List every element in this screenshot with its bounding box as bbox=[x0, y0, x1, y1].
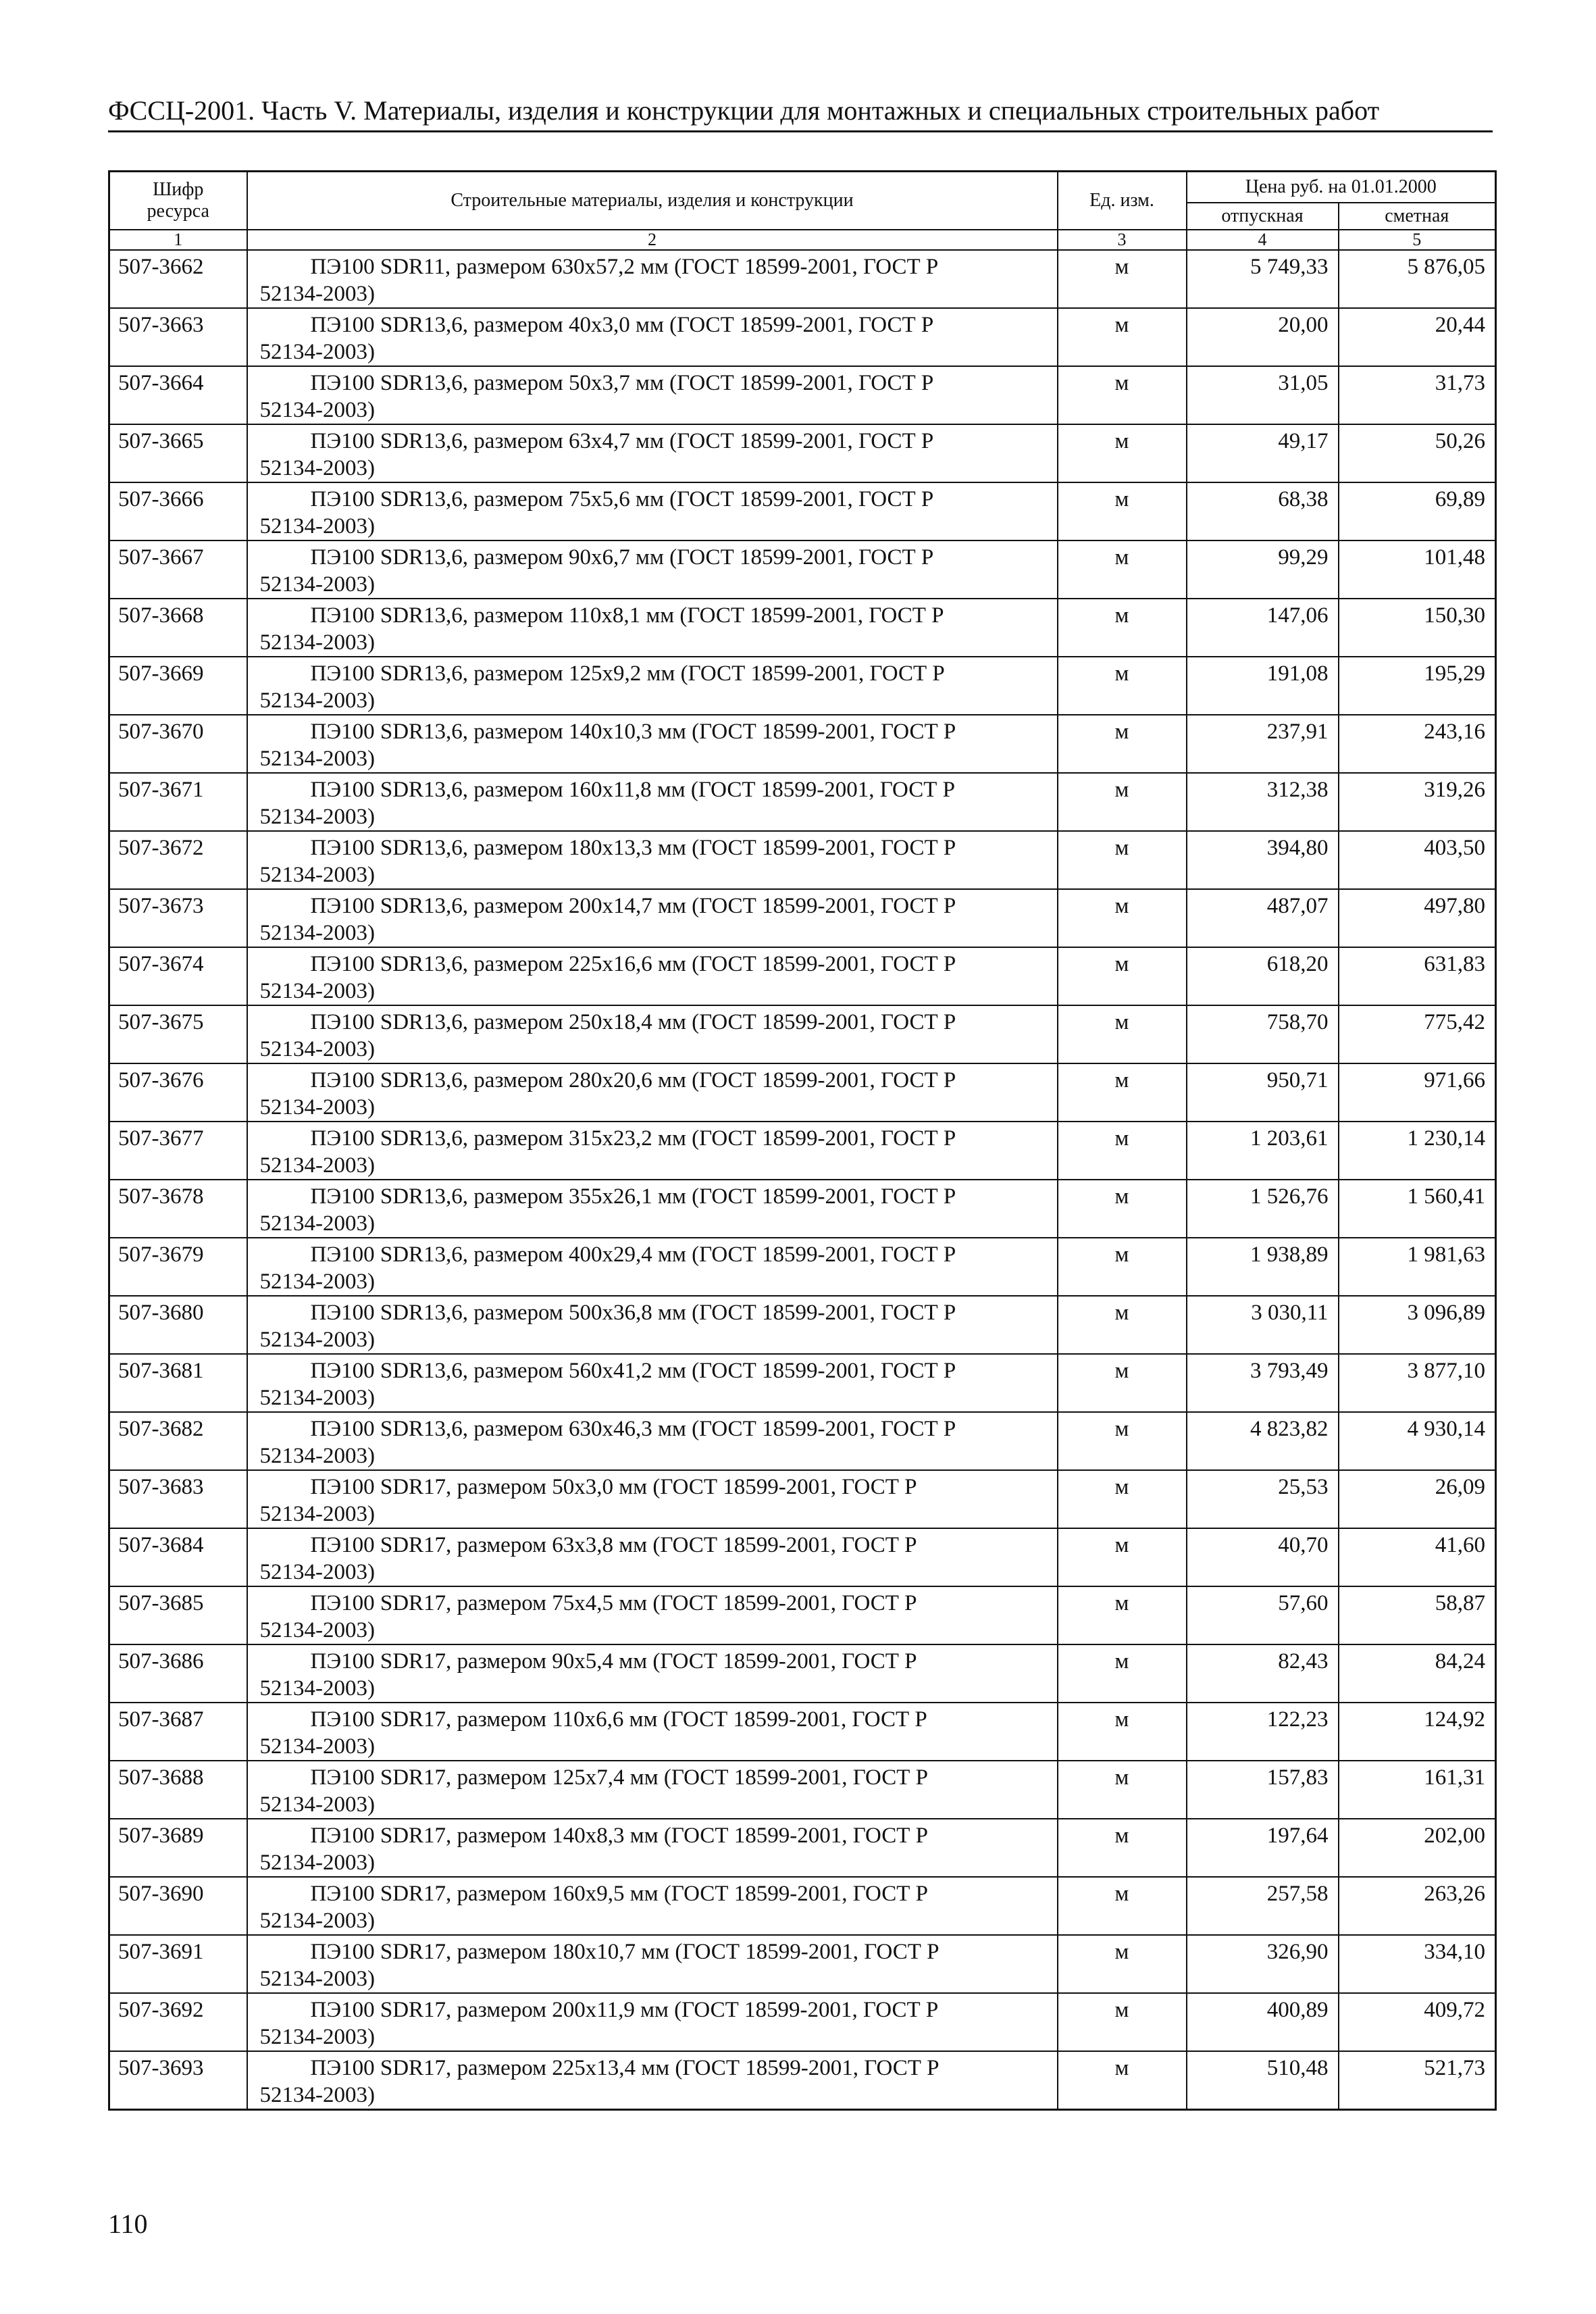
resource-code: 507-3674 bbox=[109, 947, 247, 1005]
wholesale-price: 3 030,11 bbox=[1187, 1296, 1339, 1354]
unit: м bbox=[1058, 889, 1187, 947]
material-description bbox=[247, 599, 1058, 657]
wholesale-price: 25,53 bbox=[1187, 1470, 1339, 1528]
table-row bbox=[109, 831, 1496, 889]
description-line-1: ПЭ100 SDR13,6, размером 355x26,1 мм (ГОСТ 18599-2001, ГОСТ Р bbox=[310, 1184, 956, 1209]
description-line-1: ПЭ100 SDR17, размером 125x7,4 мм (ГОСТ 18599-2001, ГОСТ Р bbox=[310, 1765, 928, 1790]
resource-code: 507-3684 bbox=[109, 1528, 247, 1586]
resource-code: 507-3680 bbox=[109, 1296, 247, 1354]
resource-code: 507-3687 bbox=[109, 1703, 247, 1761]
description-line-2: 52134-2003) bbox=[259, 688, 375, 713]
description-line-1: ПЭ100 SDR13,6, размером 160x11,8 мм (ГОСТ 18599-2001, ГОСТ Р bbox=[310, 777, 956, 802]
material-description bbox=[247, 424, 1058, 482]
material-description bbox=[247, 1819, 1058, 1877]
material-description bbox=[247, 1644, 1058, 1703]
wholesale-price: 191,08 bbox=[1187, 657, 1339, 715]
estimate-price: 4 930,14 bbox=[1339, 1412, 1496, 1470]
description-line-1: ПЭ100 SDR11, размером 630x57,2 мм (ГОСТ 18599-2001, ГОСТ Р bbox=[310, 254, 939, 279]
unit: м bbox=[1058, 1238, 1187, 1296]
col-header-unit: Ед. изм. bbox=[1058, 172, 1187, 230]
material-description bbox=[247, 2051, 1058, 2110]
col-number-4: 4 bbox=[1187, 230, 1339, 250]
col-header-code: Шифр ресурса bbox=[109, 172, 247, 230]
material-description bbox=[247, 1180, 1058, 1238]
description-line-2: 52134-2003) bbox=[259, 455, 375, 480]
table-row bbox=[109, 1238, 1496, 1296]
description-line-1: ПЭ100 SDR17, размером 50x3,0 мм (ГОСТ 18599-2001, ГОСТ Р bbox=[310, 1474, 917, 1499]
description-line-1: ПЭ100 SDR13,6, размером 40x3,0 мм (ГОСТ 18599-2001, ГОСТ Р bbox=[310, 312, 934, 337]
table-row bbox=[109, 424, 1496, 482]
description-line-1: ПЭ100 SDR13,6, размером 560x41,2 мм (ГОСТ 18599-2001, ГОСТ Р bbox=[310, 1358, 956, 1383]
description-line-2: 52134-2003) bbox=[259, 1327, 375, 1352]
material-description bbox=[247, 308, 1058, 366]
description-line-2: 52134-2003) bbox=[259, 1385, 375, 1410]
material-description bbox=[247, 831, 1058, 889]
description-line-2: 52134-2003) bbox=[259, 1443, 375, 1468]
material-description bbox=[247, 1528, 1058, 1586]
description-line-1: ПЭ100 SDR17, размером 200x11,9 мм (ГОСТ 18599-2001, ГОСТ Р bbox=[310, 1997, 939, 2022]
material-description bbox=[247, 540, 1058, 599]
description-line-1: ПЭ100 SDR13,6, размером 280x20,6 мм (ГОСТ 18599-2001, ГОСТ Р bbox=[310, 1067, 956, 1092]
estimate-price: 195,29 bbox=[1339, 657, 1496, 715]
estimate-price: 1 560,41 bbox=[1339, 1180, 1496, 1238]
estimate-price: 1 230,14 bbox=[1339, 1122, 1496, 1180]
estimate-price: 84,24 bbox=[1339, 1644, 1496, 1703]
wholesale-price: 99,29 bbox=[1187, 540, 1339, 599]
unit: м bbox=[1058, 1644, 1187, 1703]
unit: м bbox=[1058, 1993, 1187, 2051]
material-description bbox=[247, 1238, 1058, 1296]
wholesale-price: 618,20 bbox=[1187, 947, 1339, 1005]
material-description bbox=[247, 1761, 1058, 1819]
estimate-price: 26,09 bbox=[1339, 1470, 1496, 1528]
unit: м bbox=[1058, 1180, 1187, 1238]
estimate-price: 150,30 bbox=[1339, 599, 1496, 657]
resource-code: 507-3679 bbox=[109, 1238, 247, 1296]
resource-code: 507-3668 bbox=[109, 599, 247, 657]
wholesale-price: 197,64 bbox=[1187, 1819, 1339, 1877]
resource-code: 507-3662 bbox=[109, 250, 247, 308]
table-row bbox=[109, 250, 1496, 308]
wholesale-price: 5 749,33 bbox=[1187, 250, 1339, 308]
table-row bbox=[109, 1063, 1496, 1122]
description-line-2: 52134-2003) bbox=[259, 1792, 375, 1817]
material-description bbox=[247, 1470, 1058, 1528]
description-line-2: 52134-2003) bbox=[259, 746, 375, 771]
wholesale-price: 487,07 bbox=[1187, 889, 1339, 947]
table-row bbox=[109, 482, 1496, 540]
col-header-materials: Строительные материалы, изделия и конструкции bbox=[247, 172, 1058, 230]
estimate-price: 319,26 bbox=[1339, 773, 1496, 831]
unit: м bbox=[1058, 1005, 1187, 1063]
wholesale-price: 3 793,49 bbox=[1187, 1354, 1339, 1412]
unit: м bbox=[1058, 366, 1187, 424]
resource-code: 507-3686 bbox=[109, 1644, 247, 1703]
table-row bbox=[109, 1412, 1496, 1470]
material-description bbox=[247, 889, 1058, 947]
estimate-price: 3 877,10 bbox=[1339, 1354, 1496, 1412]
unit: м bbox=[1058, 250, 1187, 308]
table-row bbox=[109, 1586, 1496, 1644]
table-row bbox=[109, 366, 1496, 424]
estimate-price: 161,31 bbox=[1339, 1761, 1496, 1819]
material-description bbox=[247, 1296, 1058, 1354]
estimate-price: 20,44 bbox=[1339, 308, 1496, 366]
table-row bbox=[109, 1180, 1496, 1238]
resource-code: 507-3667 bbox=[109, 540, 247, 599]
description-line-1: ПЭ100 SDR13,6, размером 90x6,7 мм (ГОСТ 18599-2001, ГОСТ Р bbox=[310, 545, 934, 570]
unit: м bbox=[1058, 540, 1187, 599]
description-line-2: 52134-2003) bbox=[259, 804, 375, 829]
wholesale-price: 20,00 bbox=[1187, 308, 1339, 366]
resource-code: 507-3664 bbox=[109, 366, 247, 424]
material-description bbox=[247, 1935, 1058, 1993]
wholesale-price: 312,38 bbox=[1187, 773, 1339, 831]
col-number-3: 3 bbox=[1058, 230, 1187, 250]
wholesale-price: 257,58 bbox=[1187, 1877, 1339, 1935]
wholesale-price: 49,17 bbox=[1187, 424, 1339, 482]
resource-code: 507-3678 bbox=[109, 1180, 247, 1238]
wholesale-price: 1 526,76 bbox=[1187, 1180, 1339, 1238]
description-line-1: ПЭ100 SDR17, размером 180x10,7 мм (ГОСТ 18599-2001, ГОСТ Р bbox=[310, 1939, 939, 1964]
unit: м bbox=[1058, 1935, 1187, 1993]
unit: м bbox=[1058, 424, 1187, 482]
unit: м bbox=[1058, 2051, 1187, 2110]
estimate-price: 521,73 bbox=[1339, 2051, 1496, 2110]
material-description bbox=[247, 250, 1058, 308]
unit: м bbox=[1058, 308, 1187, 366]
description-line-2: 52134-2003) bbox=[259, 978, 375, 1003]
material-description bbox=[247, 1063, 1058, 1122]
col-header-wholesale: отпускная bbox=[1187, 203, 1339, 230]
estimate-price: 631,83 bbox=[1339, 947, 1496, 1005]
wholesale-price: 510,48 bbox=[1187, 2051, 1339, 2110]
table-row bbox=[109, 947, 1496, 1005]
material-description bbox=[247, 1586, 1058, 1644]
estimate-price: 58,87 bbox=[1339, 1586, 1496, 1644]
material-description bbox=[247, 715, 1058, 773]
description-line-2: 52134-2003) bbox=[259, 572, 375, 597]
wholesale-price: 68,38 bbox=[1187, 482, 1339, 540]
col-header-estimate: сметная bbox=[1339, 203, 1496, 230]
table-row bbox=[109, 1935, 1496, 1993]
table-row bbox=[109, 1005, 1496, 1063]
unit: м bbox=[1058, 1528, 1187, 1586]
table-row bbox=[109, 308, 1496, 366]
table-row bbox=[109, 1993, 1496, 2051]
estimate-price: 101,48 bbox=[1339, 540, 1496, 599]
description-line-2: 52134-2003) bbox=[259, 1850, 375, 1875]
resource-code: 507-3669 bbox=[109, 657, 247, 715]
resource-code: 507-3676 bbox=[109, 1063, 247, 1122]
material-description bbox=[247, 773, 1058, 831]
estimate-price: 124,92 bbox=[1339, 1703, 1496, 1761]
estimate-price: 775,42 bbox=[1339, 1005, 1496, 1063]
wholesale-price: 147,06 bbox=[1187, 599, 1339, 657]
unit: м bbox=[1058, 482, 1187, 540]
description-line-1: ПЭ100 SDR13,6, размером 50x3,7 мм (ГОСТ 18599-2001, ГОСТ Р bbox=[310, 370, 934, 395]
table-row bbox=[109, 1819, 1496, 1877]
estimate-price: 31,73 bbox=[1339, 366, 1496, 424]
description-line-1: ПЭ100 SDR17, размером 140x8,3 мм (ГОСТ 18599-2001, ГОСТ Р bbox=[310, 1823, 928, 1848]
wholesale-price: 758,70 bbox=[1187, 1005, 1339, 1063]
description-line-2: 52134-2003) bbox=[259, 1908, 375, 1933]
resource-code: 507-3683 bbox=[109, 1470, 247, 1528]
unit: м bbox=[1058, 1703, 1187, 1761]
unit: м bbox=[1058, 599, 1187, 657]
table-row bbox=[109, 2051, 1496, 2110]
description-line-1: ПЭ100 SDR13,6, размером 110x8,1 мм (ГОСТ 18599-2001, ГОСТ Р bbox=[310, 603, 944, 628]
estimate-price: 5 876,05 bbox=[1339, 250, 1496, 308]
description-line-1: ПЭ100 SDR17, размером 63x3,8 мм (ГОСТ 18599-2001, ГОСТ Р bbox=[310, 1532, 917, 1557]
estimate-price: 403,50 bbox=[1339, 831, 1496, 889]
description-line-2: 52134-2003) bbox=[259, 339, 375, 364]
description-line-2: 52134-2003) bbox=[259, 1559, 375, 1584]
table-row bbox=[109, 1470, 1496, 1528]
resource-code: 507-3677 bbox=[109, 1122, 247, 1180]
table-row bbox=[109, 773, 1496, 831]
description-line-1: ПЭ100 SDR13,6, размером 200x14,7 мм (ГОСТ 18599-2001, ГОСТ Р bbox=[310, 893, 956, 918]
unit: м bbox=[1058, 1470, 1187, 1528]
material-description bbox=[247, 1354, 1058, 1412]
col-header-price-group: Цена руб. на 01.01.2000 bbox=[1187, 172, 1496, 203]
description-line-1: ПЭ100 SDR13,6, размером 75x5,6 мм (ГОСТ 18599-2001, ГОСТ Р bbox=[310, 486, 934, 511]
estimate-price: 41,60 bbox=[1339, 1528, 1496, 1586]
unit: м bbox=[1058, 773, 1187, 831]
table-row bbox=[109, 715, 1496, 773]
description-line-2: 52134-2003) bbox=[259, 1036, 375, 1061]
description-line-1: ПЭ100 SDR17, размером 75x4,5 мм (ГОСТ 18599-2001, ГОСТ Р bbox=[310, 1590, 917, 1615]
description-line-1: ПЭ100 SDR17, размером 160x9,5 мм (ГОСТ 18599-2001, ГОСТ Р bbox=[310, 1881, 928, 1906]
description-line-2: 52134-2003) bbox=[259, 920, 375, 945]
description-line-2: 52134-2003) bbox=[259, 862, 375, 887]
wholesale-price: 4 823,82 bbox=[1187, 1412, 1339, 1470]
table-row bbox=[109, 540, 1496, 599]
description-line-2: 52134-2003) bbox=[259, 1501, 375, 1526]
description-line-2: 52134-2003) bbox=[259, 1095, 375, 1120]
table-row bbox=[109, 1122, 1496, 1180]
description-line-2: 52134-2003) bbox=[259, 1734, 375, 1759]
running-header: ФССЦ-2001. Часть V. Материалы, изделия и конструкции для монтажных и специальных строительных работ bbox=[108, 95, 1380, 126]
table-row bbox=[109, 1296, 1496, 1354]
resource-code: 507-3689 bbox=[109, 1819, 247, 1877]
material-description bbox=[247, 947, 1058, 1005]
unit: м bbox=[1058, 657, 1187, 715]
unit: м bbox=[1058, 1877, 1187, 1935]
description-line-1: ПЭ100 SDR17, размером 110x6,6 мм (ГОСТ 18599-2001, ГОСТ Р bbox=[310, 1707, 927, 1732]
table-row bbox=[109, 1703, 1496, 1761]
unit: м bbox=[1058, 1354, 1187, 1412]
estimate-price: 202,00 bbox=[1339, 1819, 1496, 1877]
wholesale-price: 31,05 bbox=[1187, 366, 1339, 424]
table-row bbox=[109, 1761, 1496, 1819]
description-line-1: ПЭ100 SDR13,6, размером 400x29,4 мм (ГОСТ 18599-2001, ГОСТ Р bbox=[310, 1242, 956, 1267]
material-description bbox=[247, 657, 1058, 715]
description-line-1: ПЭ100 SDR17, размером 90x5,4 мм (ГОСТ 18599-2001, ГОСТ Р bbox=[310, 1649, 917, 1674]
description-line-1: ПЭ100 SDR13,6, размером 225x16,6 мм (ГОСТ 18599-2001, ГОСТ Р bbox=[310, 951, 956, 976]
table-row bbox=[109, 889, 1496, 947]
description-line-2: 52134-2003) bbox=[259, 513, 375, 538]
description-line-2: 52134-2003) bbox=[259, 1269, 375, 1294]
resource-code: 507-3690 bbox=[109, 1877, 247, 1935]
unit: м bbox=[1058, 1063, 1187, 1122]
wholesale-price: 1 938,89 bbox=[1187, 1238, 1339, 1296]
description-line-2: 52134-2003) bbox=[259, 397, 375, 422]
resource-code: 507-3663 bbox=[109, 308, 247, 366]
table-row bbox=[109, 599, 1496, 657]
resource-code: 507-3692 bbox=[109, 1993, 247, 2051]
material-description bbox=[247, 1005, 1058, 1063]
description-line-1: ПЭ100 SDR13,6, размером 500x36,8 мм (ГОСТ 18599-2001, ГОСТ Р bbox=[310, 1300, 956, 1325]
resource-code: 507-3665 bbox=[109, 424, 247, 482]
wholesale-price: 400,89 bbox=[1187, 1993, 1339, 2051]
description-line-2: 52134-2003) bbox=[259, 1211, 375, 1236]
resource-code: 507-3682 bbox=[109, 1412, 247, 1470]
wholesale-price: 1 203,61 bbox=[1187, 1122, 1339, 1180]
description-line-2: 52134-2003) bbox=[259, 281, 375, 306]
description-line-2: 52134-2003) bbox=[259, 630, 375, 655]
estimate-price: 971,66 bbox=[1339, 1063, 1496, 1122]
material-description bbox=[247, 1122, 1058, 1180]
wholesale-price: 157,83 bbox=[1187, 1761, 1339, 1819]
unit: м bbox=[1058, 1122, 1187, 1180]
resource-code: 507-3671 bbox=[109, 773, 247, 831]
material-description bbox=[247, 1703, 1058, 1761]
header-rule bbox=[108, 130, 1493, 132]
estimate-price: 50,26 bbox=[1339, 424, 1496, 482]
estimate-price: 409,72 bbox=[1339, 1993, 1496, 2051]
estimate-price: 243,16 bbox=[1339, 715, 1496, 773]
description-line-2: 52134-2003) bbox=[259, 1676, 375, 1701]
resource-code: 507-3691 bbox=[109, 1935, 247, 1993]
resource-code: 507-3681 bbox=[109, 1354, 247, 1412]
wholesale-price: 394,80 bbox=[1187, 831, 1339, 889]
wholesale-price: 326,90 bbox=[1187, 1935, 1339, 1993]
unit: м bbox=[1058, 1296, 1187, 1354]
description-line-1: ПЭ100 SDR13,6, размером 315x23,2 мм (ГОСТ 18599-2001, ГОСТ Р bbox=[310, 1126, 956, 1151]
estimate-price: 3 096,89 bbox=[1339, 1296, 1496, 1354]
wholesale-price: 57,60 bbox=[1187, 1586, 1339, 1644]
resource-code: 507-3673 bbox=[109, 889, 247, 947]
table-row bbox=[109, 1877, 1496, 1935]
description-line-2: 52134-2003) bbox=[259, 1966, 375, 1991]
unit: м bbox=[1058, 1761, 1187, 1819]
description-line-1: ПЭ100 SDR13,6, размером 250x18,4 мм (ГОСТ 18599-2001, ГОСТ Р bbox=[310, 1009, 956, 1034]
wholesale-price: 122,23 bbox=[1187, 1703, 1339, 1761]
material-description bbox=[247, 1412, 1058, 1470]
wholesale-price: 82,43 bbox=[1187, 1644, 1339, 1703]
description-line-1: ПЭ100 SDR13,6, размером 63x4,7 мм (ГОСТ 18599-2001, ГОСТ Р bbox=[310, 428, 934, 453]
unit: м bbox=[1058, 1819, 1187, 1877]
resource-code: 507-3688 bbox=[109, 1761, 247, 1819]
unit: м bbox=[1058, 831, 1187, 889]
material-description bbox=[247, 482, 1058, 540]
resource-code: 507-3670 bbox=[109, 715, 247, 773]
resource-code: 507-3672 bbox=[109, 831, 247, 889]
estimate-price: 69,89 bbox=[1339, 482, 1496, 540]
price-table bbox=[108, 170, 1497, 2111]
estimate-price: 497,80 bbox=[1339, 889, 1496, 947]
estimate-price: 1 981,63 bbox=[1339, 1238, 1496, 1296]
description-line-1: ПЭ100 SDR13,6, размером 140x10,3 мм (ГОСТ 18599-2001, ГОСТ Р bbox=[310, 719, 956, 744]
estimate-price: 263,26 bbox=[1339, 1877, 1496, 1935]
table-row bbox=[109, 1354, 1496, 1412]
table-row bbox=[109, 1644, 1496, 1703]
description-line-1: ПЭ100 SDR13,6, размером 125x9,2 мм (ГОСТ 18599-2001, ГОСТ Р bbox=[310, 661, 945, 686]
description-line-2: 52134-2003) bbox=[259, 1153, 375, 1178]
wholesale-price: 950,71 bbox=[1187, 1063, 1339, 1122]
description-line-1: ПЭ100 SDR17, размером 225x13,4 мм (ГОСТ 18599-2001, ГОСТ Р bbox=[310, 2055, 939, 2080]
description-line-1: ПЭ100 SDR13,6, размером 630x46,3 мм (ГОСТ 18599-2001, ГОСТ Р bbox=[310, 1416, 956, 1441]
description-line-2: 52134-2003) bbox=[259, 2082, 375, 2107]
material-description bbox=[247, 366, 1058, 424]
resource-code: 507-3675 bbox=[109, 1005, 247, 1063]
material-description bbox=[247, 1993, 1058, 2051]
resource-code: 507-3666 bbox=[109, 482, 247, 540]
table-row bbox=[109, 657, 1496, 715]
col-number-5: 5 bbox=[1339, 230, 1496, 250]
col-number-1: 1 bbox=[109, 230, 247, 250]
description-line-2: 52134-2003) bbox=[259, 2024, 375, 2049]
estimate-price: 334,10 bbox=[1339, 1935, 1496, 1993]
unit: м bbox=[1058, 1586, 1187, 1644]
unit: м bbox=[1058, 1412, 1187, 1470]
col-number-2: 2 bbox=[247, 230, 1058, 250]
table-row bbox=[109, 1528, 1496, 1586]
unit: м bbox=[1058, 715, 1187, 773]
material-description bbox=[247, 1877, 1058, 1935]
unit: м bbox=[1058, 947, 1187, 1005]
resource-code: 507-3685 bbox=[109, 1586, 247, 1644]
description-line-2: 52134-2003) bbox=[259, 1617, 375, 1642]
resource-code: 507-3693 bbox=[109, 2051, 247, 2110]
page-number: 110 bbox=[108, 2209, 148, 2239]
description-line-1: ПЭ100 SDR13,6, размером 180x13,3 мм (ГОСТ 18599-2001, ГОСТ Р bbox=[310, 835, 956, 860]
wholesale-price: 40,70 bbox=[1187, 1528, 1339, 1586]
wholesale-price: 237,91 bbox=[1187, 715, 1339, 773]
